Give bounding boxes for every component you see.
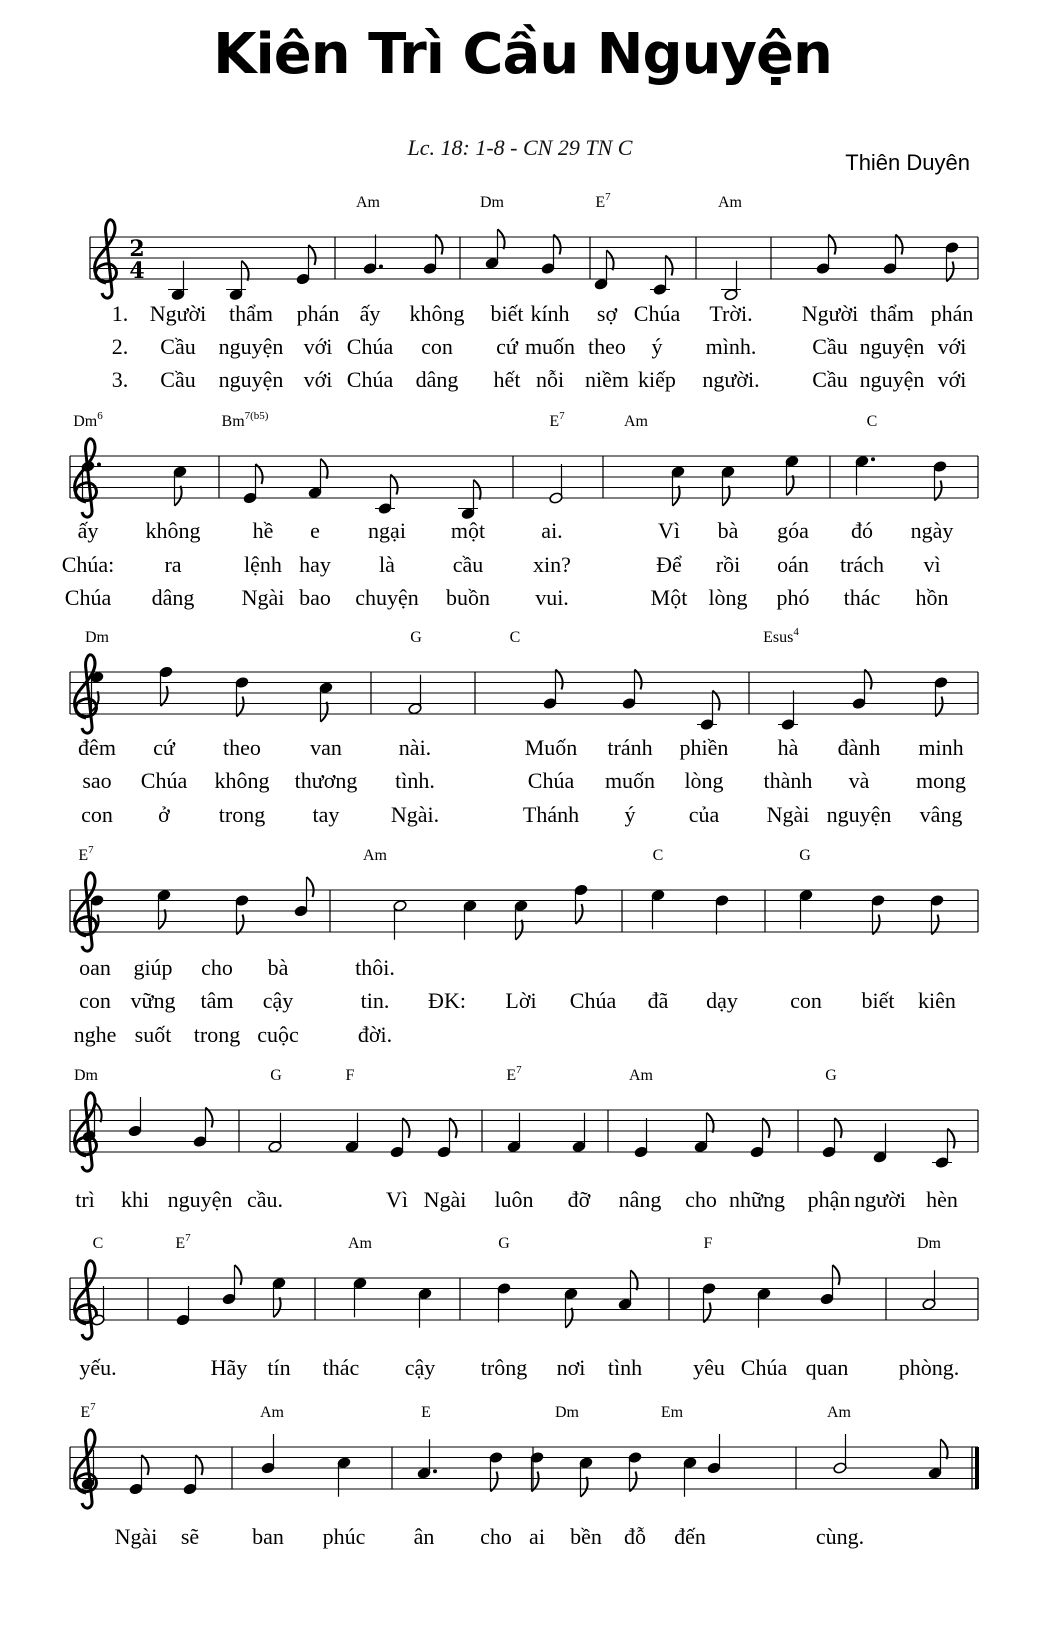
lyric-syllable: tình	[607, 1355, 643, 1380]
lyric-syllable: Cầu	[160, 367, 196, 392]
note-flag	[787, 475, 794, 495]
treble-clef-icon	[95, 220, 117, 298]
lyric-syllable: quan	[805, 1355, 849, 1380]
lyric-syllable: phán	[930, 301, 974, 326]
lyric-syllable: con	[790, 988, 822, 1013]
lyric-syllable: cho	[201, 955, 233, 980]
lyric-syllable: sợ	[596, 301, 618, 326]
lyric-syllable: dâng	[415, 367, 459, 392]
lyric-syllable: mình.	[705, 334, 757, 359]
lyric-syllable: nguyện	[826, 802, 892, 827]
lyric-syllable: góa	[777, 518, 809, 543]
chord-symbol: Dm	[917, 1235, 941, 1252]
staff-system	[90, 191, 978, 301]
chord-superscript: 7	[516, 1064, 522, 1076]
lyric-syllable: nguyện	[859, 334, 925, 359]
lyric-syllable: nguyện	[218, 334, 284, 359]
staff-system	[70, 626, 978, 733]
lyric-syllable: những	[729, 1187, 785, 1212]
note-flag	[235, 1265, 242, 1285]
lyric-syllable: theo	[223, 735, 261, 760]
lyric-syllable: Ngài	[423, 1187, 467, 1212]
note-flag	[474, 480, 481, 500]
lyric-syllable: ai.	[541, 518, 563, 543]
lyric-syllable: Trời.	[709, 301, 753, 326]
chord-superscript: 7	[605, 191, 611, 203]
lyric-syllable: 1.	[111, 301, 129, 326]
note-flag	[274, 1297, 281, 1317]
staff-system	[70, 844, 978, 951]
final-barline-thick	[975, 1447, 979, 1489]
lyric-syllable: đỗ	[624, 1524, 646, 1549]
chord-symbol: $E^7$	[80, 1401, 96, 1421]
lyric-syllable: phán	[296, 301, 340, 326]
chord-superscript: 6	[97, 410, 103, 422]
chord-symbol: G	[410, 629, 422, 646]
lyric-syllable: hề	[252, 518, 274, 543]
lyric-syllable: oan	[79, 955, 111, 980]
note-dot	[871, 457, 875, 461]
lyric-syllable: kính	[530, 301, 570, 326]
staff-system	[70, 1232, 978, 1339]
note-flag	[581, 1477, 588, 1497]
lyric-syllable: buồn	[446, 585, 490, 610]
chord-symbol: Am	[356, 194, 380, 211]
lyric-syllable: yếu.	[79, 1355, 117, 1380]
lyric-syllable: luôn	[494, 1187, 534, 1212]
lyric-syllable: không	[214, 768, 270, 793]
lyric-syllable: ngại	[368, 518, 406, 543]
lyric-syllable: chuyện	[355, 585, 419, 610]
note-flag	[566, 1308, 573, 1328]
chord-superscript: 7	[185, 1232, 191, 1244]
note-dot	[433, 1469, 437, 1473]
lyric-syllable: Chúa	[64, 585, 112, 610]
lyric-syllable: ở	[158, 802, 170, 827]
lyric-syllable: đến	[674, 1524, 706, 1549]
lyric-syllable: tay	[312, 802, 340, 827]
chord-symbol: Am	[348, 1235, 372, 1252]
note-flag	[175, 486, 182, 506]
lyric-syllable: tín	[267, 1355, 291, 1380]
lyric-syllable: Chúa	[740, 1355, 788, 1380]
lyric-syllable: đó	[851, 518, 873, 543]
lyric-syllable: cho	[480, 1524, 512, 1549]
lyric-syllable: cuộc	[257, 1022, 299, 1047]
lyric-syllable: với	[937, 334, 967, 359]
lyric-syllable: vững	[130, 988, 176, 1013]
lyric-syllable: Lời	[505, 988, 537, 1013]
lyric-syllable: giúp	[133, 955, 173, 980]
note-flag	[321, 702, 328, 722]
note-flag	[242, 261, 249, 281]
lyric-syllable: tâm	[200, 988, 234, 1013]
lyric-syllable: dạy	[706, 988, 738, 1013]
note-flag	[307, 877, 314, 897]
lyric-syllable: người	[854, 1187, 906, 1212]
lyric-syllable: Chúa	[346, 367, 394, 392]
lyric-syllable: Muốn	[524, 735, 578, 760]
lyric-syllable: ban	[252, 1524, 284, 1549]
chord-symbol: C	[92, 1235, 104, 1252]
lyric-syllable: bao	[299, 585, 331, 610]
chord-symbol: Am	[624, 413, 648, 430]
lyric-syllable: nguyện	[167, 1187, 233, 1212]
lyric-syllable: đêm	[78, 735, 116, 760]
lyric-syllable: thành	[763, 768, 813, 793]
lyric-syllable: ân	[413, 1524, 435, 1549]
note-flag	[941, 1439, 948, 1459]
lyric-syllable: cùng.	[815, 1524, 865, 1549]
lyric-syllable: Một	[650, 585, 688, 610]
lyric-syllable: Cầu	[812, 334, 848, 359]
lyric-syllable: cậy	[262, 988, 294, 1013]
treble-clef-icon	[75, 439, 97, 517]
treble-clef-icon	[75, 1093, 97, 1171]
lyric-syllable: nghe	[73, 1022, 117, 1047]
lyric-syllable: ai	[529, 1524, 545, 1549]
chord-symbol: G	[799, 847, 811, 864]
treble-clef-icon	[75, 655, 97, 733]
lyric-syllable: nài.	[398, 735, 432, 760]
lyric-syllable: muốn	[524, 334, 576, 359]
chord-symbol: F	[703, 1235, 713, 1252]
lyric-syllable: rồi	[715, 552, 741, 577]
lyric-syllable: ĐK:	[428, 988, 466, 1013]
lyric-syllable: yêu	[693, 1355, 725, 1380]
lyric-syllable: nguyện	[859, 367, 925, 392]
chord-symbol: $Bm^{7(b5)}$	[221, 410, 269, 430]
note-flag	[607, 250, 614, 270]
lyric-syllable: con	[81, 802, 113, 827]
lyric-syllable: của	[688, 802, 720, 827]
chord-symbol: Am	[363, 847, 387, 864]
lyric-syllable: tình.	[395, 768, 435, 793]
lyric-syllable: niềm	[585, 367, 629, 392]
lyric-syllable: vui.	[535, 585, 569, 610]
chord-superscript: 7	[90, 1401, 96, 1413]
lyric-syllable: với	[937, 367, 967, 392]
lyric-syllable: suốt	[134, 1022, 172, 1047]
lyric-syllable: xin?	[533, 552, 571, 577]
note-dot	[97, 463, 101, 467]
lyric-syllable: van	[310, 735, 342, 760]
lyric-syllable: hèn	[926, 1187, 958, 1212]
lyric-syllable: tránh	[607, 735, 653, 760]
lyric-syllable: hay	[299, 552, 331, 577]
lyric-syllable: muốn	[604, 768, 656, 793]
lyric-syllable: và	[848, 768, 870, 793]
lyric-syllable: Người	[801, 301, 859, 326]
lyric-syllable: lệnh	[244, 552, 282, 577]
lyric-syllable: đành	[837, 735, 881, 760]
lyric-syllable: thương	[294, 768, 358, 793]
chord-symbol: $E^7$	[549, 410, 565, 430]
note-flag	[159, 909, 166, 929]
time-signature-top: 2	[129, 236, 145, 262]
lyric-syllable: Để	[656, 552, 682, 577]
note-dot	[379, 265, 383, 269]
lyric-syllable: sẽ	[180, 1524, 200, 1549]
lyric-syllable: Vì	[386, 1187, 408, 1212]
staff-system	[70, 1401, 979, 1508]
lyric-syllable: Chúa	[569, 988, 617, 1013]
lyric-syllable: thác	[843, 585, 881, 610]
lyric-syllable: với	[303, 367, 333, 392]
lyric-syllable: Ngài	[114, 1524, 158, 1549]
lyric-syllable: vì	[923, 552, 941, 577]
lyric-syllable: phúc	[322, 1524, 366, 1549]
lyric-syllable: Chúa	[633, 301, 681, 326]
lyric-syllable: biết	[861, 988, 895, 1013]
lyric-syllable: thẩm	[870, 301, 914, 326]
lyric-syllable: con	[79, 988, 111, 1013]
note-flag	[723, 486, 730, 506]
lyric-syllable: khi	[120, 1187, 150, 1212]
lyric-syllable: lòng	[708, 585, 748, 610]
lyric-syllable: Chúa:	[61, 552, 115, 577]
chord-symbol: $E^7$	[595, 191, 611, 211]
chord-symbol: Am	[629, 1067, 653, 1084]
lyric-syllable: nỗi	[535, 367, 565, 392]
lyric-syllable: trông	[480, 1355, 528, 1380]
lyric-syllable: Cầu	[812, 367, 848, 392]
lyric-syllable: với	[303, 334, 333, 359]
lyric-syllable: bà	[717, 518, 739, 543]
chord-symbol: Em	[660, 1404, 684, 1421]
lyric-syllable: oán	[777, 552, 809, 577]
chord-symbol: G	[270, 1067, 282, 1084]
note-flag	[833, 1265, 840, 1285]
lyric-syllable: dâng	[151, 585, 195, 610]
lyric-syllable: theo	[588, 334, 626, 359]
lyric-syllable: Vì	[658, 518, 680, 543]
lyric-syllable: phó	[776, 585, 810, 610]
lyric-syllable: con	[421, 334, 453, 359]
lyric-syllable: là	[379, 552, 395, 577]
treble-clef-icon	[75, 873, 97, 951]
lyric-syllable: phận	[807, 1187, 851, 1212]
lyric-syllable: đỡ	[567, 1187, 591, 1212]
note-flag	[631, 1270, 638, 1290]
lyric-syllable: Hãy	[210, 1355, 248, 1380]
lyric-syllable: vâng	[919, 802, 963, 827]
lyric-syllable: người.	[702, 367, 760, 392]
lyric-syllable: ấy	[359, 301, 381, 326]
lyric-syllable: nơi	[556, 1355, 586, 1380]
lyric-syllable: ý	[651, 334, 663, 359]
chord-superscript: 7	[559, 410, 565, 422]
chord-symbol: C	[509, 629, 521, 646]
chord-symbol: Esus$^4$	[763, 626, 799, 646]
chord-symbol: G	[498, 1235, 510, 1252]
lyric-syllable: cầu	[452, 552, 484, 577]
lyric-syllable: Ngài	[766, 802, 810, 827]
lyric-syllable: biết	[490, 301, 524, 326]
lyric-syllable: minh	[918, 735, 964, 760]
chord-symbol: $E^7$	[78, 844, 94, 864]
chord-symbol: F	[345, 1067, 355, 1084]
lyric-syllable: bà	[267, 955, 289, 980]
chord-superscript: 7(b5)	[244, 410, 269, 422]
chord-superscript: 4	[793, 626, 799, 638]
lyric-syllable: Thánh	[522, 802, 580, 827]
lyric-syllable: không	[145, 518, 201, 543]
lyric-syllable: Cầu	[160, 334, 196, 359]
time-signature-bottom: 4	[129, 258, 145, 284]
chord-symbol: Dm	[480, 194, 504, 211]
staff-system	[70, 1064, 978, 1171]
lyric-syllable: trong	[193, 1022, 241, 1047]
chord-symbol: Dm$^6$	[73, 410, 103, 430]
composer-name: Thiên Duyên	[845, 150, 970, 175]
lyric-syllable: tin.	[360, 988, 390, 1013]
lyric-syllable: cho	[685, 1187, 717, 1212]
note-flag	[516, 920, 523, 940]
scripture-reference: Lc. 18: 1-8 - CN 29 TN C	[407, 135, 633, 160]
note-flag	[707, 1113, 714, 1133]
lyric-syllable: đã	[647, 988, 669, 1013]
lyric-syllable: trì	[75, 1187, 95, 1212]
chord-symbol: C	[866, 413, 878, 430]
lyric-syllable: cứ	[153, 735, 175, 760]
chord-symbol: C	[652, 847, 664, 864]
lyric-syllable: kiên	[918, 988, 956, 1013]
lyric-syllable: ấy	[77, 518, 99, 543]
lyric-syllable: không	[409, 301, 465, 326]
lyric-syllable: Chúa	[140, 768, 188, 793]
lyric-syllable: cầu.	[246, 1187, 284, 1212]
lyric-syllable: thác	[322, 1355, 360, 1380]
chord-symbol: Am	[260, 1404, 284, 1421]
lyric-syllable: ra	[164, 552, 182, 577]
chord-symbol: $E^7$	[175, 1232, 191, 1252]
chord-symbol: Dm	[85, 629, 109, 646]
chord-symbol: G	[825, 1067, 837, 1084]
lyric-syllable: 2.	[111, 334, 129, 359]
lyric-syllable: cứ	[496, 334, 518, 359]
lyric-syllable: hết	[493, 367, 521, 392]
lyric-syllable: Chúa	[527, 768, 575, 793]
lyric-syllable: cậy	[404, 1355, 436, 1380]
lyric-syllable: trách	[840, 552, 884, 577]
lyric-syllable: một	[450, 518, 486, 543]
lyric-syllable: phiền	[679, 735, 729, 760]
chord-symbol: Am	[718, 194, 742, 211]
lyric-syllable: mong	[915, 768, 967, 793]
lyric-syllable: trong	[218, 802, 266, 827]
lyric-syllable: lòng	[684, 768, 724, 793]
lyric-syllable: hồn	[915, 585, 949, 610]
chord-symbol: Dm	[555, 1404, 579, 1421]
lyric-syllable: Chúa	[346, 334, 394, 359]
chord-superscript: 7	[88, 844, 94, 856]
song-title: Kiên Trì Cầu Nguyện	[213, 22, 832, 87]
lyric-syllable: 3.	[111, 367, 129, 392]
lyric-syllable: thôi.	[355, 955, 395, 980]
lyric-syllable: thẩm	[229, 301, 273, 326]
treble-clef-icon	[75, 1261, 97, 1339]
lyric-syllable: phòng.	[898, 1355, 960, 1380]
lyric-syllable: hà	[777, 735, 799, 760]
lyric-syllable: Ngài.	[390, 802, 440, 827]
note-flag	[321, 459, 328, 479]
chord-symbol: Am	[827, 1404, 851, 1421]
chord-symbol: $E^7$	[506, 1064, 522, 1084]
note-flag	[498, 229, 505, 249]
lyric-syllable: đời.	[357, 1022, 393, 1047]
lyric-syllable: bền	[570, 1524, 602, 1549]
lyric-syllable: Người	[149, 301, 207, 326]
note-flag	[673, 486, 680, 506]
lyric-syllable: kiếp	[638, 367, 676, 392]
lyric-syllable: ngày	[910, 518, 954, 543]
staff-system	[70, 410, 978, 520]
lyric-syllable: Ngài	[241, 585, 285, 610]
lyric-syllable: ý	[624, 802, 636, 827]
chord-symbol: E	[421, 1404, 431, 1421]
lyric-syllable: sao	[82, 768, 112, 793]
lyric-syllable: nguyện	[218, 367, 284, 392]
lyric-syllable: nâng	[618, 1187, 662, 1212]
lyric-syllable: e	[310, 518, 320, 543]
chord-symbol: Dm	[74, 1067, 98, 1084]
